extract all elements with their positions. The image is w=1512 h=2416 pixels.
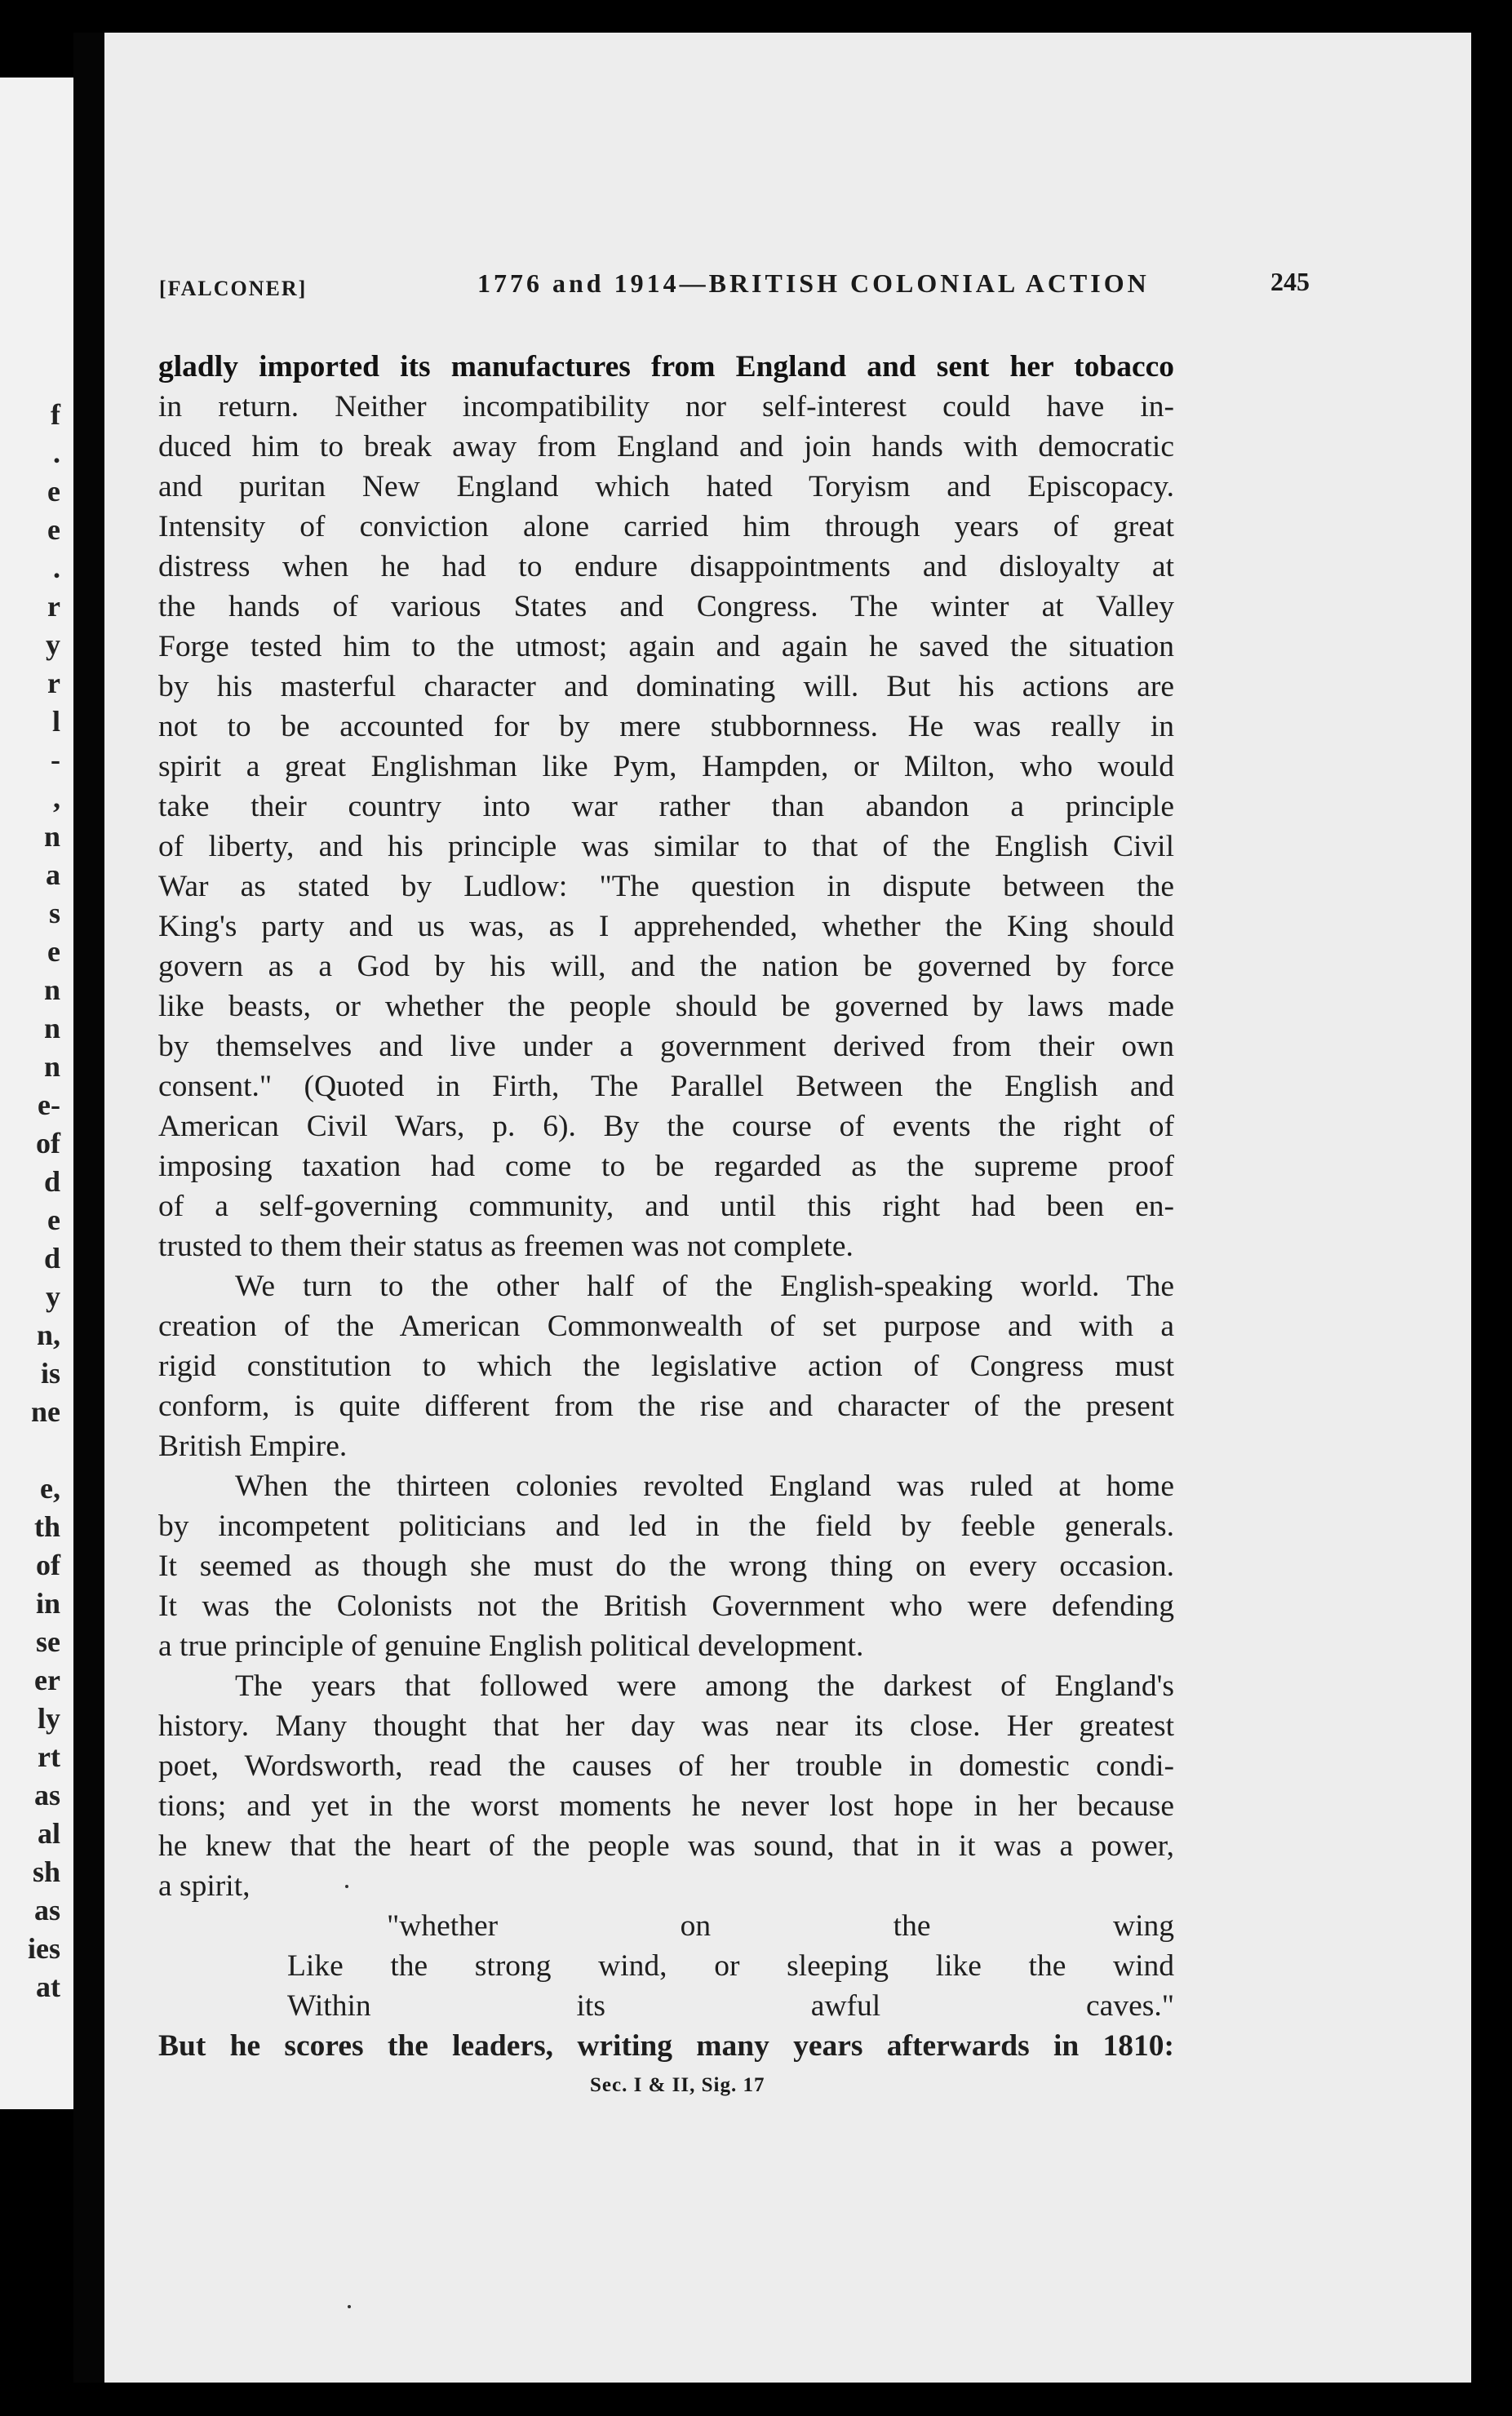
text-line: War as stated by Ludlow: "The question in dispute between the: [158, 870, 1174, 903]
text-line: in return. Neither incompatibility nor self-interest could have in-: [158, 390, 1174, 423]
text-line: tions; and yet in the worst moments he never lost hope in her because: [158, 1789, 1174, 1823]
margin-fragment: er: [34, 1664, 60, 1696]
margin-fragment: r: [47, 590, 60, 623]
text-line: But he scores the leaders, writing many years afterwards in 1810:: [158, 2029, 1174, 2063]
margin-fragment: sh: [32, 1855, 60, 1888]
margin-fragment: [0, 1431, 60, 1470]
text-line: govern as a God by his will, and the nation be governed by force: [158, 950, 1174, 983]
margin-fragment: l: [51, 705, 60, 738]
text-line: and puritan New England which hated Toryism and Episcopacy.: [158, 470, 1174, 503]
text-line: imposing taxation had come to be regarded as the supreme proof: [158, 1150, 1174, 1183]
margin-fragment: is: [40, 1357, 60, 1390]
text-line: When the thirteen colonies revolted England was ruled at home: [235, 1470, 1174, 1503]
margin-fragment: at: [36, 1970, 60, 2003]
text-line: distress when he had to endure disappointments and disloyalty at: [158, 550, 1174, 583]
page-number: 245: [1270, 267, 1310, 296]
margin-fragment: e,: [40, 1472, 60, 1505]
text-line: of liberty, and his principle was similar to that of the English Civil: [158, 830, 1174, 863]
text-line: "whether on the wing: [387, 1909, 1174, 1943]
text-line: take their country into war rather than abandon a principle: [158, 790, 1174, 823]
scan-speck: [348, 2305, 351, 2308]
text-line: It seemed as though she must do the wrong thing on every occasion.: [158, 1549, 1174, 1583]
text-line: creation of the American Commonwealth of set purpose and with a: [158, 1310, 1174, 1343]
text-line: duced him to break away from England and join hands with democratic: [158, 430, 1174, 463]
previous-page-margin-text: [0, 396, 60, 2006]
text-line: spirit a great Englishman like Pym, Hampden, or Milton, who would: [158, 750, 1174, 783]
body-text: [158, 347, 1174, 2066]
text-line: by themselves and live under a government derived from their own: [158, 1030, 1174, 1063]
text-line: gladly imported its manufactures from England and sent her tobacco: [158, 350, 1174, 383]
margin-fragment: .: [53, 437, 60, 469]
text-line: rigid constitution to which the legislative action of Congress must: [158, 1350, 1174, 1383]
text-line: Intensity of conviction alone carried him through years of great: [158, 510, 1174, 543]
margin-fragment: e: [47, 1204, 60, 1236]
page: [104, 33, 1471, 2383]
text-line: a true principle of genuine English political development.: [158, 1629, 864, 1663]
margin-fragment: n: [43, 973, 60, 1006]
margin-fragment: ne: [31, 1395, 60, 1428]
header-title: 1776 and 1914—BRITISH COLONIAL ACTION: [477, 268, 1150, 298]
margin-fragment: ies: [28, 1932, 60, 1965]
text-line: British Empire.: [158, 1430, 348, 1463]
margin-fragment: -: [51, 743, 60, 776]
margin-fragment: as: [33, 1894, 60, 1926]
margin-fragment: as: [33, 1779, 60, 1811]
text-line: not to be accounted for by mere stubbornness. He was really in: [158, 710, 1174, 743]
text-line: The years that followed were among the darkest of England's: [235, 1669, 1174, 1703]
text-line: he knew that the heart of the people was sound, that in it was a power,: [158, 1829, 1174, 1863]
margin-fragment: n: [43, 1050, 60, 1083]
running-header: [159, 265, 1310, 314]
text-line: It was the Colonists not the British Government who were defending: [158, 1589, 1174, 1623]
margin-fragment: of: [36, 1549, 60, 1581]
margin-fragment: d: [43, 1242, 60, 1274]
margin-fragment: se: [36, 1625, 60, 1658]
scan-speck: [345, 1885, 348, 1888]
margin-fragment: y: [46, 1280, 60, 1313]
text-line: the hands of various States and Congress. The winter at Valley: [158, 590, 1174, 623]
text-line: American Civil Wars, p. 6). By the course of events the right of: [158, 1110, 1174, 1143]
margin-fragment: s: [48, 897, 60, 929]
book-gutter: [73, 33, 104, 2383]
margin-fragment: n: [43, 1012, 60, 1044]
margin-fragment: in: [35, 1587, 60, 1620]
margin-fragment: ,: [53, 782, 60, 814]
text-line: a spirit,: [158, 1869, 251, 1903]
margin-fragment: a: [46, 858, 60, 891]
margin-fragment: n: [43, 820, 60, 853]
margin-fragment: e: [47, 935, 60, 968]
margin-fragment: of: [36, 1127, 60, 1159]
text-line: We turn to the other half of the English-speaking world. The: [235, 1270, 1174, 1303]
margin-fragment: rt: [38, 1740, 60, 1773]
margin-fragment: ly: [37, 1702, 60, 1735]
text-line: conform, is quite different from the rise and character of the present: [158, 1390, 1174, 1423]
margin-fragment: th: [33, 1510, 60, 1543]
margin-fragment: e-: [38, 1088, 60, 1121]
text-line: trusted to them their status as freemen was not complete.: [158, 1230, 854, 1263]
margin-fragment: d: [43, 1165, 60, 1198]
text-line: history. Many thought that her day was near its close. Her greatest: [158, 1709, 1174, 1743]
text-line: by incompetent politicians and led in the field by feeble generals.: [158, 1509, 1174, 1543]
text-line: King's party and us was, as I apprehended, whether the King should: [158, 910, 1174, 943]
signature-mark: Sec. I & II, Sig. 17: [590, 2074, 765, 2096]
margin-fragment: al: [37, 1817, 60, 1850]
margin-fragment: y: [46, 628, 60, 661]
text-line: poet, Wordsworth, read the causes of her trouble in domestic condi-: [158, 1749, 1174, 1783]
margin-fragment: n,: [36, 1319, 60, 1351]
margin-fragment: .: [53, 552, 60, 584]
margin-fragment: r: [47, 667, 60, 699]
margin-fragment: e: [47, 513, 60, 546]
text-line: of a self-governing community, and until this right had been en-: [158, 1190, 1174, 1223]
previous-page-edge: [0, 78, 73, 2109]
text-line: Within its awful caves.": [287, 1989, 1174, 2023]
header-author: [FALCONER]: [159, 277, 308, 300]
text-line: Like the strong wind, or sleeping like the wind: [287, 1949, 1174, 1983]
text-line: like beasts, or whether the people should be governed by laws made: [158, 990, 1174, 1023]
margin-fragment: f: [51, 398, 60, 431]
text-line: Forge tested him to the utmost; again and again he saved the situation: [158, 630, 1174, 663]
text-line: by his masterful character and dominating will. But his actions are: [158, 670, 1174, 703]
margin-fragment: e: [47, 475, 60, 508]
text-line: consent." (Quoted in Firth, The Parallel Between the English and: [158, 1070, 1174, 1103]
